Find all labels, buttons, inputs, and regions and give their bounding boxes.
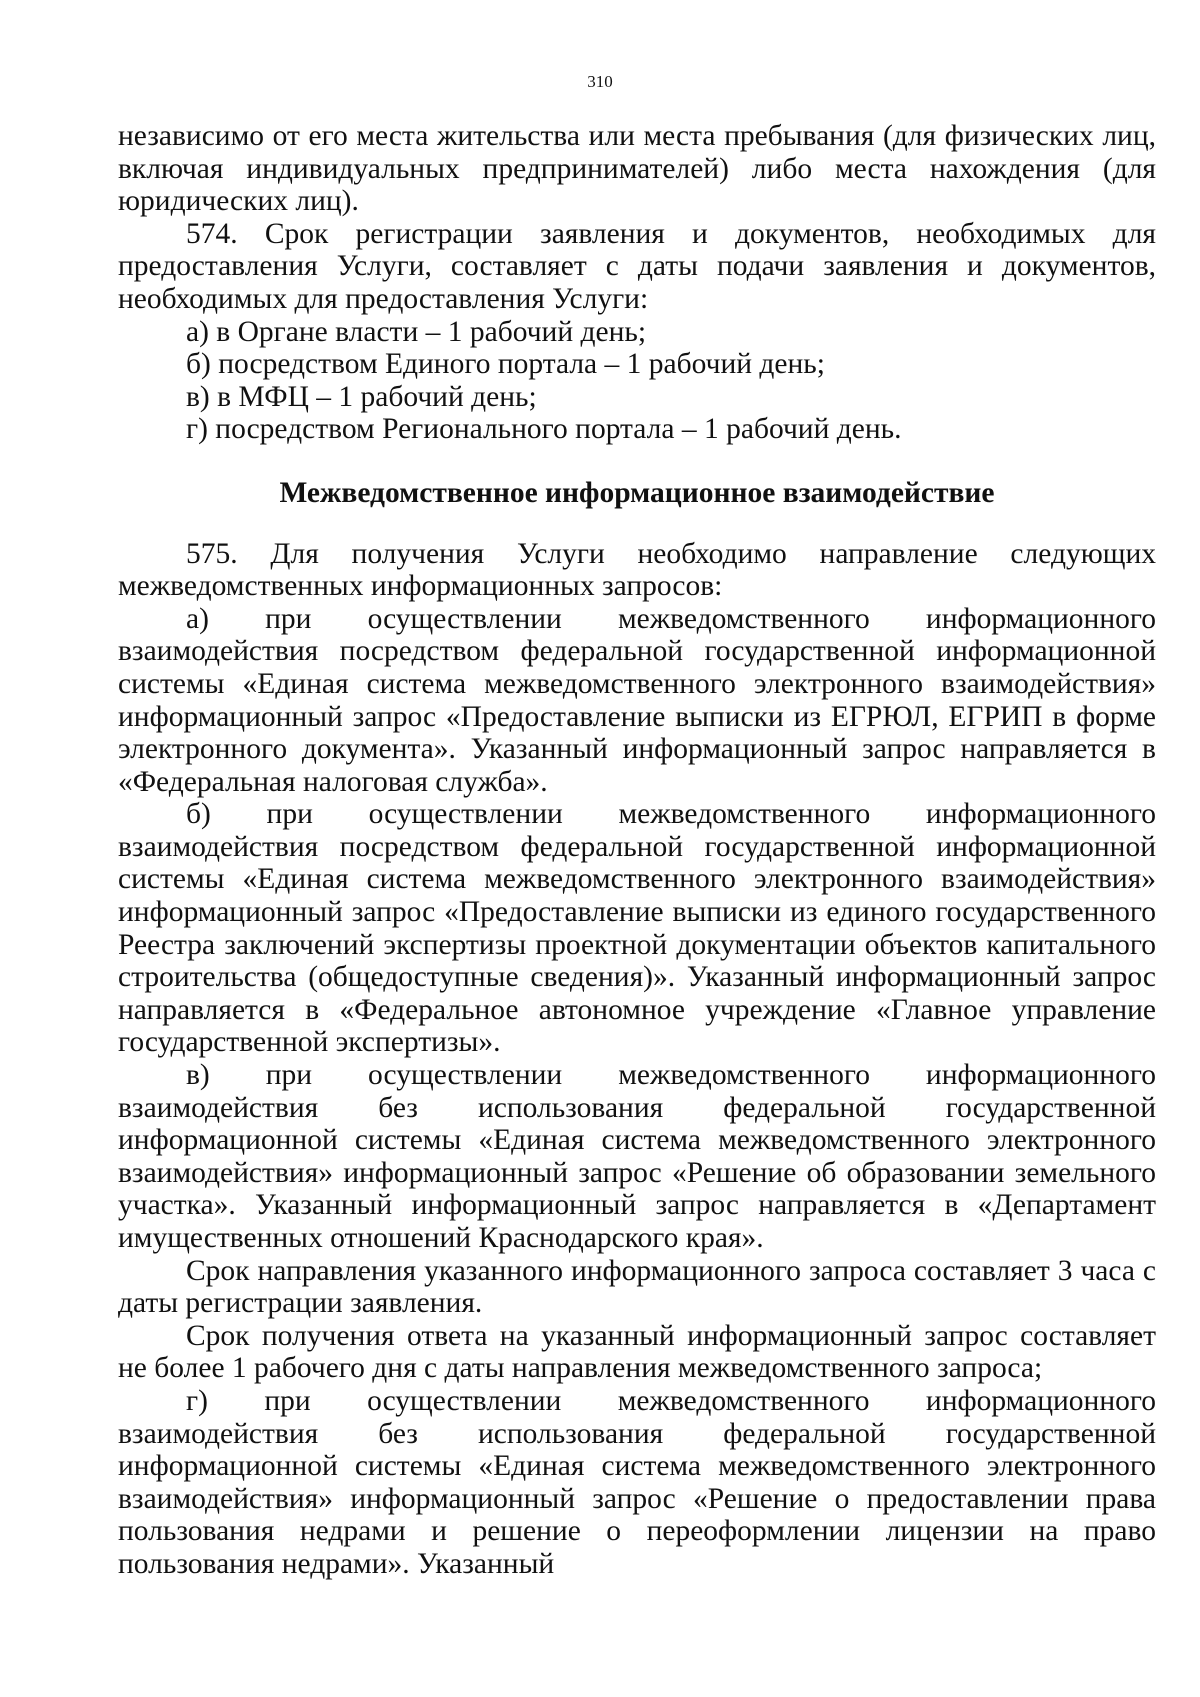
paragraph-575-b: б) при осуществлении межведомственного информационного взаимодействия посредством федеральной государственной информационной системы «Единая система межведомственного электронного взаимодействия» информационный запрос «Предоставление выписки из единого государственного Реестра заключений экспертизы проектной документации объектов капитального строительства (общедоступные сведения)». Указанный информационный запрос направляется в «Федеральное автономное учреждение «Главное управление государственной экспертизы». (118, 798, 1156, 1059)
paragraph-575-v: в) при осуществлении межведомственного информационного взаимодействия без использования федеральной государственной информационной системы «Единая система межведомственного электронного взаимодействия» информационный запрос «Решение об образовании земельного участка». Указанный информационный запрос направляется в «Департамент имущественных отношений Краснодарского края». (118, 1059, 1156, 1254)
paragraph-575-g: г) при осуществлении межведомственного информационного взаимодействия без использования федеральной государственной информационной системы «Единая система межведомственного электронного взаимодействия» информационный запрос «Решение о предоставлении права пользования недрами и решение о переоформлении лицензии на право пользования недрами». Указанный (118, 1384, 1156, 1580)
paragraph-response-time: Срок получения ответа на указанный информационный запрос составляет не более 1 рабочего дня с даты направления межведомственного запроса; (118, 1319, 1156, 1385)
list-item-574-g: г) посредством Регионального портала – 1 рабочий день. (186, 413, 902, 446)
paragraph-574: 574. Срок регистрации заявления и документов, необходимых для предоставления Услуги, составляет с даты подачи заявления и документов, необходимых для предоставления Услуги: (118, 217, 1156, 315)
list-item-574-a: а) в Органе власти – 1 рабочий день; (186, 315, 647, 348)
paragraph-575-a: а) при осуществлении межведомственного информационного взаимодействия посредством федеральной государственной информационной системы «Единая система межведомственного электронного взаимодействия» информационный запрос «Предоставление выписки из ЕГРЮЛ, ЕГРИП в форме электронного документа». Указанный информационный запрос направляется в «Федеральная налоговая служба». (118, 602, 1156, 798)
paragraph-continuation: независимо от его места жительства или места пребывания (для физических лиц, включая индивидуальных предпринимателей) либо места нахождения (для юридических лиц). (118, 120, 1156, 218)
list-item-574-v: в) в МФЦ – 1 рабочий день; (186, 380, 537, 413)
page-number: 310 (587, 72, 613, 91)
list-item-574-b: б) посредством Единого портала – 1 рабочий день; (186, 348, 825, 381)
paragraph-575: 575. Для получения Услуги необходимо направление следующих межведомственных информационных запросов: (118, 537, 1156, 603)
document-body (118, 120, 1156, 1581)
section-heading: Межведомственное информационное взаимодействие (279, 476, 995, 509)
paragraph-request-time: Срок направления указанного информационного запроса составляет 3 часа с даты регистрации заявления. (118, 1254, 1156, 1320)
